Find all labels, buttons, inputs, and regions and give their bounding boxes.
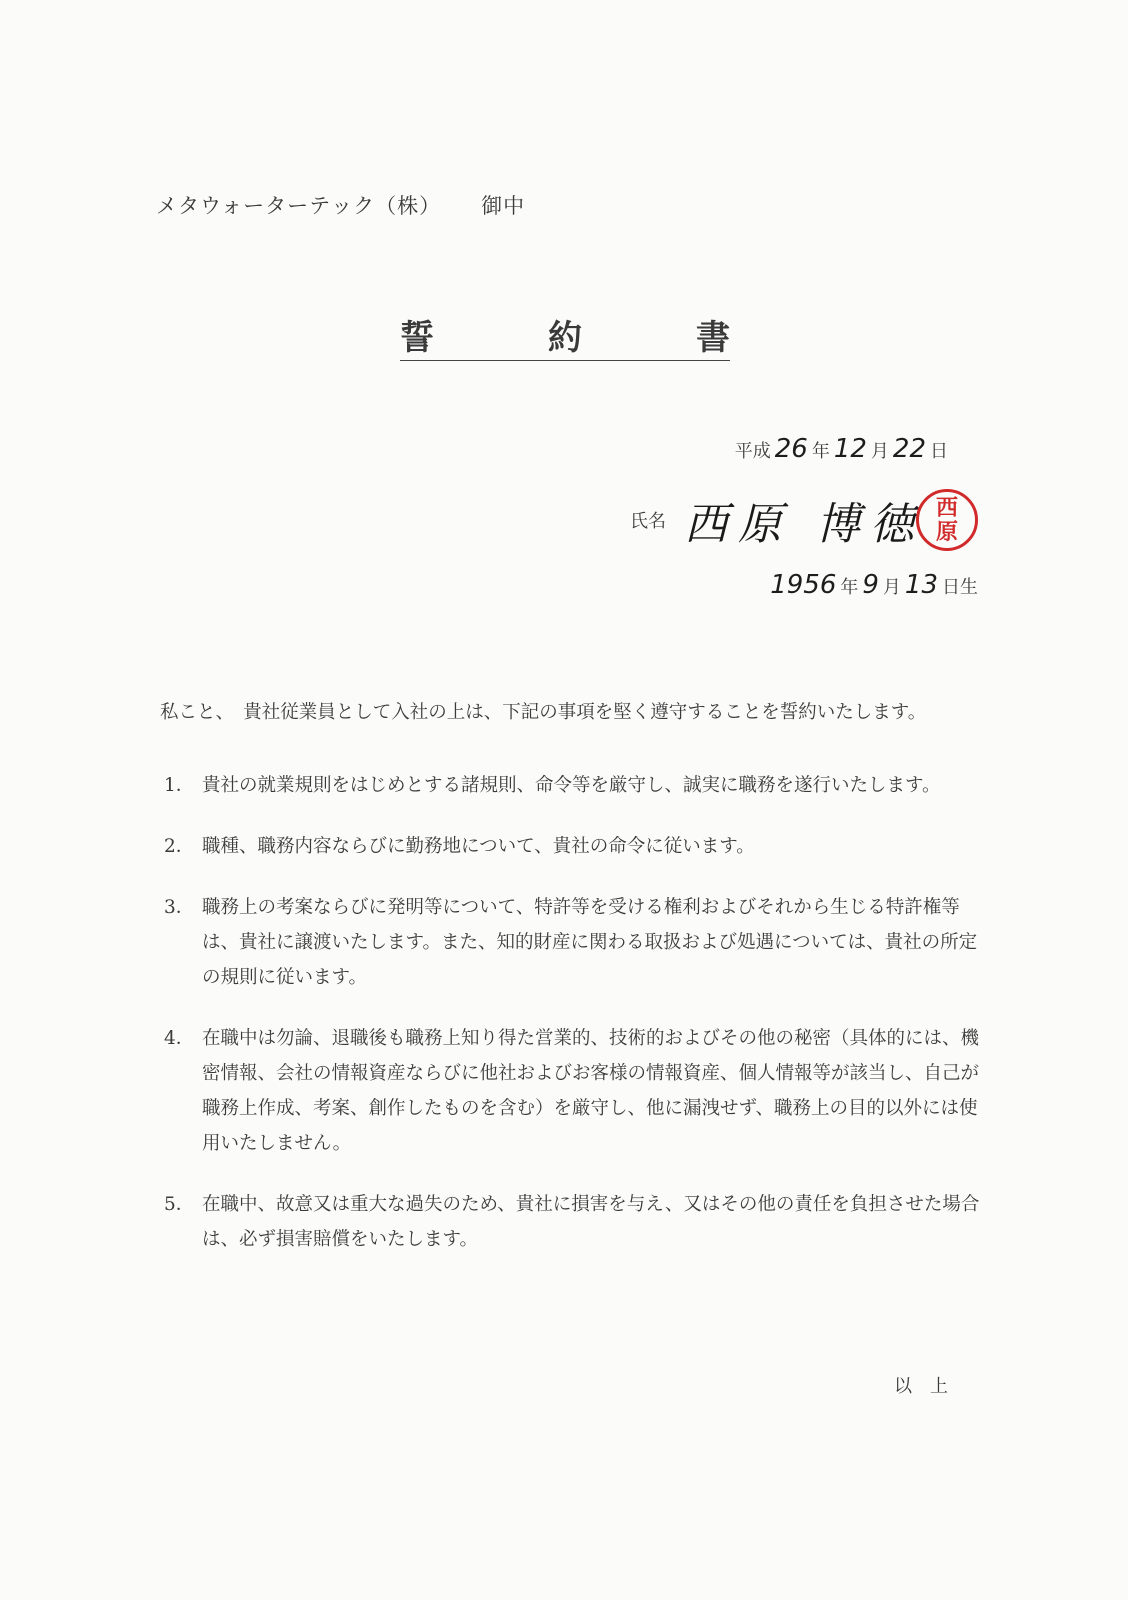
item-text: 貴社の就業規則をはじめとする諸規則、命令等を厳守し、誠実に職務を遂行いたします。 <box>202 775 941 796</box>
document-title: 誓 約 書 <box>400 318 730 361</box>
intro-paragraph: 私こと、 貴社従業員として入社の上は、下記の事項を堅く遵守することを誓約いたします。 <box>160 701 927 723</box>
addressee-honorific: 御中 <box>481 194 526 218</box>
handwritten-signature: 西原 博徳 <box>684 499 924 550</box>
item-text: 職種、職務内容ならびに勤務地について、貴社の命令に従います。 <box>202 836 755 857</box>
pledge-item <box>164 768 984 803</box>
name-row <box>630 488 978 552</box>
date-month-unit: 月 <box>870 441 889 462</box>
item-number: 5． <box>164 1194 195 1215</box>
date-year: 26 <box>774 434 808 464</box>
birth-month-unit: 月 <box>882 577 901 598</box>
pledge-item <box>164 890 984 995</box>
item-number: 2． <box>164 836 195 857</box>
seal-top-char: 西 <box>935 495 958 521</box>
seal-stamp <box>916 489 978 551</box>
item-number: 4． <box>164 1028 195 1049</box>
closing-mark: 以上 <box>894 1376 966 1397</box>
birth-day: 13 <box>904 570 938 600</box>
addressee <box>156 190 525 220</box>
item-text: 職務上の考案ならびに発明等について、特許等を受ける権利およびそれから生じる特許権等は、貴社に譲渡いたします。また、知的財産に関わる取扱および処遇については、貴社の所定の規則に従います。 <box>202 897 978 988</box>
birth-date <box>766 570 978 600</box>
document-date <box>735 434 948 464</box>
birth-month: 9 <box>862 570 879 600</box>
birth-day-unit: 日生 <box>942 577 978 598</box>
date-day-unit: 日 <box>930 441 948 462</box>
pledge-item <box>164 1021 984 1161</box>
date-month: 12 <box>833 434 867 464</box>
pledge-item <box>164 829 984 864</box>
addressee-company: メタウォーターテック（株） <box>156 194 442 218</box>
name-label: 氏名 <box>630 511 666 532</box>
item-text: 在職中、故意又は重大な過失のため、貴社に損害を与え、又はその他の責任を負担させた場合は、必ず損害賠償をいたします。 <box>202 1194 980 1250</box>
date-day: 22 <box>892 434 926 464</box>
pledge-items <box>164 768 984 1283</box>
item-number: 1． <box>164 775 195 796</box>
seal-bottom-char: 原 <box>935 519 958 545</box>
item-text: 在職中は勿論、退職後も職務上知り得た営業的、技術的およびその他の秘密（具体的には、機密情報、会社の情報資産ならびに他社およびお客様の情報資産、個人情報等が該当し、自己が職務上作成、考案、創作したものを含む）を厳守し、他に漏洩せず、職務上の目的以外には使用いたしません。 <box>202 1028 980 1154</box>
item-number: 3． <box>164 897 195 918</box>
date-year-unit: 年 <box>811 441 830 462</box>
date-era: 平成 <box>734 441 771 462</box>
pledge-item <box>164 1187 984 1257</box>
birth-year-unit: 年 <box>840 577 859 598</box>
birth-year: 1956 <box>770 570 837 600</box>
